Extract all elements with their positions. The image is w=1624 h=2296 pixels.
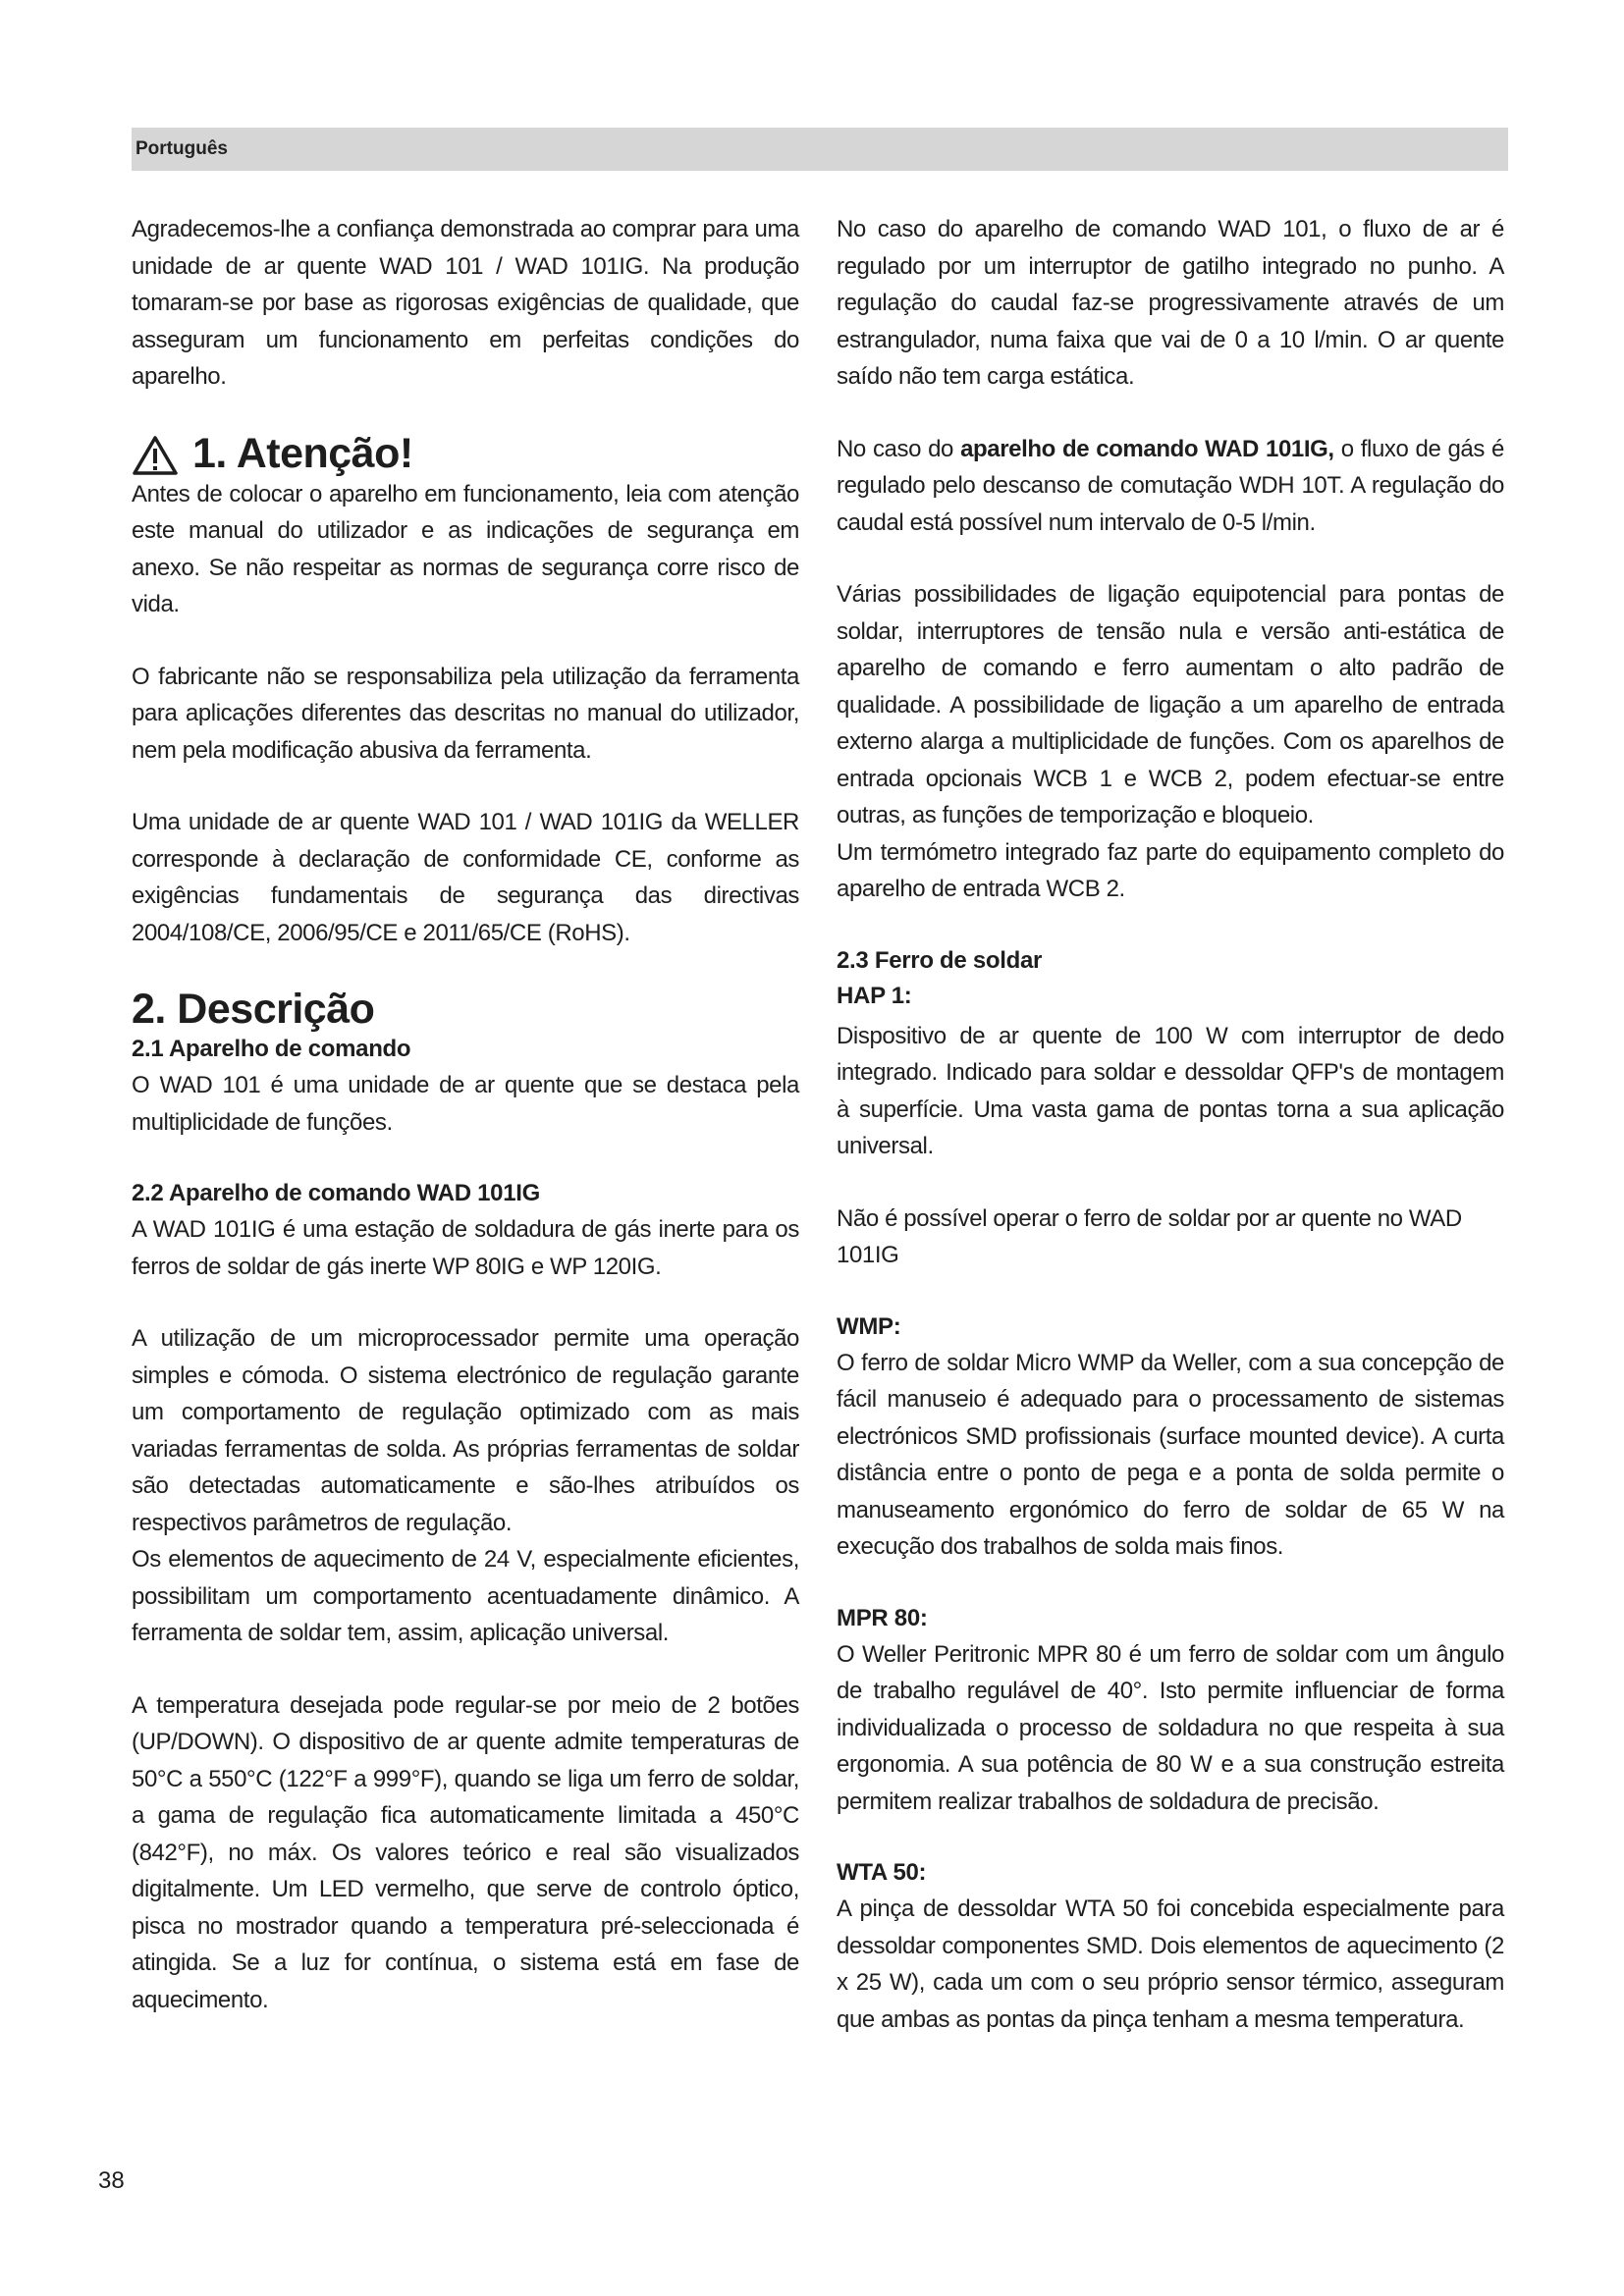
paragraph-hap1: Dispositivo de ar quente de 100 W com interruptor de dedo integrado. Indicado para soldar e dessoldar QFP's de montagem à superfície. Uma vasta gama de pontas torna a sua aplicação universal. [837, 1022, 1504, 1159]
right-paragraph-3: Várias possibilidades de ligação equipotencial para pontas de soldar, interruptores de tensão nula e versão anti-estática de aparelho de comando e ferro aumentam o alto padrão de qualidade. A possibilidade de ligação a um aparelho de entrada externo alarga a multiplicidade de funções. Com os aparelhos de entrada opcionais WCB 1 e WCB 2, podem efectuar-se entre outras, as funções de temporização e bloqueio. [837, 581, 1504, 828]
right-paragraph-2 [837, 431, 1504, 542]
right-paragraph-2-pre: No caso do [837, 435, 961, 462]
left-column [132, 211, 799, 2054]
attention-heading [132, 431, 799, 476]
attention-paragraph-2: O fabricante não se responsabiliza pela utilização da ferramenta para aplicações diferentes das descritas no manual do utilizador, nem pela modificação abusiva da ferramenta. [132, 663, 799, 764]
right-paragraph-2-post: o fluxo de gás é regulado pelo descanso de comutação WDH 10T. A regulação do caudal está possível num intervalo de 0-5 l/min. [837, 435, 1504, 536]
right-paragraph-2-bold: aparelho de comando WAD 101IG, [960, 435, 1334, 462]
subheading-wmp: WMP: [837, 1312, 901, 1340]
right-column [837, 211, 1504, 2073]
description-heading: 2. Descrição [132, 986, 375, 1033]
paragraph-2-1: O WAD 101 é uma unidade de ar quente que se destaca pela multiplicidade de funções. [132, 1072, 799, 1136]
paragraph-2-2-a: A WAD 101IG é uma estação de soldadura de gás inerte para os ferros de soldar de gás inerte WP 80IG e WP 120IG. [132, 1216, 799, 1280]
warning-triangle-icon [132, 435, 179, 476]
paragraph-wta50: A pinça de dessoldar WTA 50 foi concebida especialmente para dessoldar componentes SMD. Dois elementos de aquecimento (2 x 25 W), cada um com o seu próprio sensor térmico, asseguram que ambas as pontas da pinça tenham a mesma temperatura. [837, 1896, 1504, 2033]
paragraph-mpr80: O Weller Peritronic MPR 80 é um ferro de soldar com um ângulo de trabalho regulável de 40°. Isto permite influenciar de forma individualizada o processo de soldadura no que respeita à sua ergonomia. A sua potência de 80 W e a sua construção estreita permitem realizar trabalhos de soldadura de precisão. [837, 1640, 1504, 1815]
right-paragraph-3b: Um termómetro integrado faz parte do equipamento completo do aparelho de entrada WCB 2. [837, 838, 1504, 902]
attention-title: 1. Atenção! [192, 429, 413, 477]
paragraph-wmp: O ferro de soldar Micro WMP da Weller, com a sua concepção de fácil manuseio é adequado para o processamento de sistemas electrónicos SMD profissionais (surface mounted device). A curta distância entre o ponto de pega e a ponta de solda permite o manuseamento ergonómico do ferro de soldar de 65 W na execução dos trabalhos de solda mais finos. [837, 1349, 1504, 1560]
right-paragraph-1: No caso do aparelho de comando WAD 101, o fluxo de ar é regulado por um interruptor de gatilho integrado no punho. A regulação do caudal faz-se progressivamente através de um estrangulador, numa faixa que vai de 0 a 10 l/min. O ar quente saído não tem carga estática. [837, 216, 1504, 390]
attention-paragraph-3: Uma unidade de ar quente WAD 101 / WAD 101IG da WELLER corresponde à declaração de conformidade CE, conforme as exigências fundamentais de segurança das directivas 2004/108/CE, 2006/95/CE e 2011/65/CE (RoHS). [132, 809, 799, 946]
paragraph-hap1-note: Não é possível operar o ferro de soldar por ar quente no WAD 101IG [837, 1204, 1462, 1268]
paragraph-2-2-b: A utilização de um microprocessador permite uma operação simples e cómoda. O sistema electrónico de regulação garante um comportamento de regulação optimizado com as mais variadas ferramentas de solda. As próprias ferramentas de soldar são detectadas automaticamente e são-lhes atribuídos os respectivos parâmetros de regulação. [132, 1325, 799, 1536]
page-number: 38 [98, 2167, 125, 2194]
intro-paragraph: Agradecemos-lhe a confiança demonstrada ao comprar para uma unidade de ar quente WAD 101 / WAD 101IG. Na produção tomaram-se por base as rigorosas exigências de qualidade, que asseguram um funcionamento em perfeitas condições do aparelho. [132, 216, 799, 390]
subheading-2-3: 2.3 Ferro de soldar [837, 946, 1043, 974]
subheading-hap1: HAP 1: [837, 982, 912, 1009]
subheading-mpr80: MPR 80: [837, 1604, 928, 1631]
language-header-bar [132, 128, 1508, 171]
subheading-2-1: 2.1 Aparelho de comando [132, 1036, 411, 1062]
paragraph-2-2-c: Os elementos de aquecimento de 24 V, especialmente eficientes, possibilitam um comportamento acentuadamente dinâmico. A ferramenta de soldar tem, assim, aplicação universal. [132, 1546, 799, 1646]
language-label: Português [135, 138, 228, 159]
attention-paragraph-1: Antes de colocar o aparelho em funcionamento, leia com atenção este manual do utilizador e as indicações de segurança em anexo. Se não respeitar as normas de segurança corre risco de vida. [132, 480, 799, 617]
subheading-2-2: 2.2 Aparelho de comando WAD 101IG [132, 1180, 540, 1206]
subheading-wta50: WTA 50: [837, 1859, 927, 1886]
paragraph-2-2-d: A temperatura desejada pode regular-se por meio de 2 botões (UP/DOWN). O dispositivo de ar quente admite temperaturas de 50°C a 550°C (122°F a 999°F), quando se liga um ferro de soldar, a gama de regulação fica automaticamente limitada a 450°C (842°F), no máx. Os valores teórico e real são visualizados digitalmente. Um LED vermelho, que serve de controlo óptico, pisca no mostrador quando a temperatura pré-seleccionada é atingida. Se a luz for contínua, o sistema está em fase de aquecimento. [132, 1691, 799, 2013]
